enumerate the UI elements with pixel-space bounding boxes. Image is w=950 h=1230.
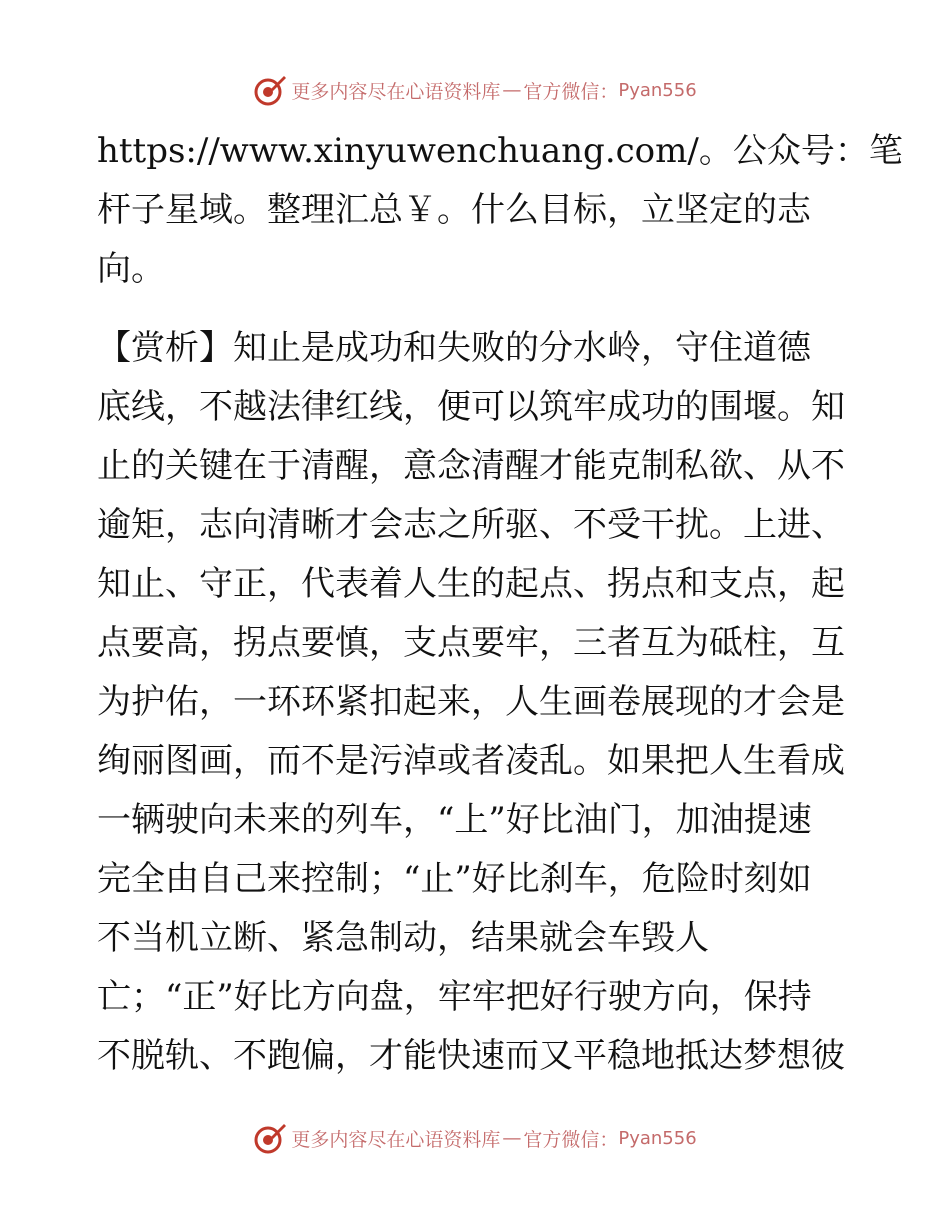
text-line: 一辆驶向未来的列车，“上”好比油门，加油提速	[97, 800, 812, 840]
text-line: 不脱轨、不跑偏，才能快速而又平稳地抵达梦想彼	[97, 1036, 845, 1076]
text-line: 绚丽图画，而不是污淖或者凌乱。如果把人生看成	[97, 741, 845, 781]
text-line: 底线，不越法律红线，便可以筑牢成功的围堰。知	[97, 387, 845, 427]
text-line: 逾矩，志向清晰才会志之所驱、不受干扰。上进、	[97, 505, 845, 545]
text-line: 杆子星域。整理汇总￥。什么目标，立坚定的志	[97, 190, 811, 230]
paragraph-appreciation	[97, 319, 857, 1086]
pen-logo-icon	[253, 73, 287, 107]
banner-text: 更多内容尽在心语资料库	[291, 1128, 501, 1151]
wechat-label: 官方微信：	[523, 1128, 619, 1151]
wechat-label: 官方微信：	[523, 80, 619, 103]
wechat-id: Pyan556	[618, 79, 697, 101]
text-line: 向。	[97, 249, 165, 289]
text-line: 止的关键在于清醒，意念清醒才能克制私欲、从不	[97, 446, 845, 486]
text-line: 完全由自己来控制；“止”好比刹车，危险时刻如	[97, 859, 812, 899]
text-line: 不当机立断、紧急制动，结果就会车毁人	[97, 918, 709, 958]
text-line: 【赏析】知止是成功和失败的分水岭，守住道德	[97, 328, 811, 368]
banner-separator: —	[502, 79, 522, 101]
text-line: 为护佑，一环环紧扣起来，人生画卷展现的才会是	[97, 682, 845, 722]
wechat-id: Pyan556	[618, 1127, 697, 1149]
header-banner	[0, 70, 950, 110]
pen-logo-icon	[253, 1121, 287, 1155]
banner-separator: —	[502, 1127, 522, 1149]
text-line: 点要高，拐点要慎，支点要牢，三者互为砥柱，互	[97, 623, 845, 663]
paragraph	[97, 122, 903, 299]
text-line: https://www.xinyuwenchuang.com/。公众号：笔	[97, 131, 903, 171]
text-line: 亡；“正”好比方向盘，牢牢把好行驶方向，保持	[97, 977, 812, 1017]
footer-banner	[0, 1118, 950, 1158]
text-line: 知止、守正，代表着人生的起点、拐点和支点，起	[97, 564, 845, 604]
document-body	[97, 122, 903, 1086]
banner-text: 更多内容尽在心语资料库	[291, 80, 501, 103]
